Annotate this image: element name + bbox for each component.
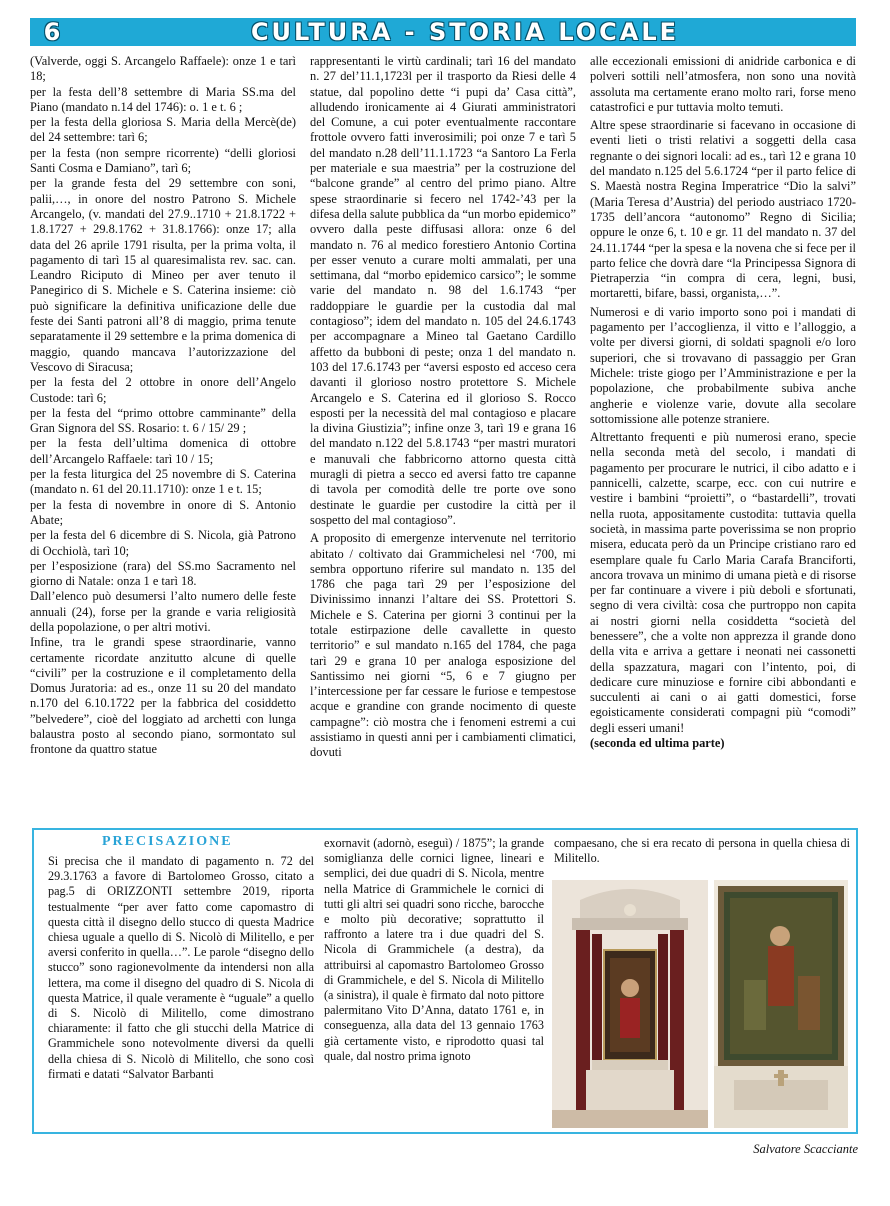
painting-illustration	[714, 880, 848, 1128]
page-number: 6	[30, 18, 74, 46]
precisazione-box	[32, 828, 858, 1134]
paragraph: per la festa della gloriosa S. Maria della Mercè(de) del 24 settembre: tarì 6;	[30, 115, 296, 145]
photo-altar-grammichele	[552, 880, 708, 1128]
paragraph: Numerosi e di vario importo sono poi i mandati di pagamento per l’accoglienza, il vitto e l’alloggio, a volte per diversi giorni, di soldati spagnoli e/o loro superiori, che si trovavano di passaggio per Gran Michele: triste giogo per l’Amministrazione e per la popolazione, che probabilmente subiva anche angherie e violenze varie, dovute alla secolare sottomissione alle potenze straniere.	[590, 304, 856, 426]
paragraph: Altre spese straordinarie si facevano in occasione di eventi lieti o tristi relativi a soggetti della casa regnante o dei signori locali: ad es., tarì 12 e grana 10 del mandato n.125 del 5.6.1724 “per il parto felice di S. Maestà nostra Regina Imperatrice “Dio la salvi” (Maria Teresa d’Austria) del periodo austriaco 1720-1735 dell’ancora “autonomo” Regno di Sicilia; oppure le onze 6, t. 10 e gr. 11 del mandato n. 37 del 24.11.1744 “per la spesa e la novena che si fece per il parto felice che dovrà dare “la Principessa Signora di Pietraperzia “in compra di cera, legni, busi, mortaretti, bifare, bassi, organista,…”.	[590, 118, 856, 301]
author-signature: Salvatore Scacciante	[753, 1142, 858, 1156]
paragraph: per la festa di novembre in onore di S. Antonio Abate;	[30, 497, 296, 527]
column-3	[590, 54, 856, 824]
paragraph: Dall’elenco può desumersi l’alto numero delle feste annuali (24), forse per la grande e varia religiosità della popolazione, o per altri motivi.	[30, 589, 296, 634]
section-title: CULTURA - STORIA LOCALE	[250, 18, 680, 46]
paragraph: per la festa del 2 ottobre in onore dell’Angelo Custode: tarì 6;	[30, 375, 296, 405]
paragraph: (Valverde, oggi S. Arcangelo Raffaele): onze 1 e tarì 18;	[30, 54, 296, 84]
paragraph: per l’esposizione (rara) del SS.mo Sacramento nel giorno di Natale: onza 1 e tarì 18.	[30, 558, 296, 589]
photo-painting-militello	[714, 880, 848, 1128]
paragraph: rappresentanti le virtù cardinali; tarì 16 del mandato n. 27 del’11.1,1723l per il trasporto da Riesi delle 4 statue, dal popolino dette “i pupi da’ Casa città”, alludendo ironicamente ai 4 Giurati amministratori del Comune, a cui poter eventualmente raccontare frottole ovvero fatti inverosimili; poi onze 7 e tarì 5 del mandato n.28 dell’11.1.1723 “a Santoro La Ferla per materiale e sua maestria” per la costruzione del “balcone grande” al centro del primo piano. Altre spese straordinarie si fecero nel 1742-’43 per la difesa della salute pubblica da “un morbo epidemico” ovvero dalla peste diffusasi allora: onze 6 del mandato n. 76 al medico forestiero Antonio Cortina per esser venuto a curare molti ammalati, per una settimana, dal “morbo epidemico carsico”; le somme varie del mandato n. 98 del 1.6.1743 “per raddoppiare le guardie per la custodia dal mal contagioso”; idem del mandato n. 105 del 24.6.1743 per accompagnare a Mineo tal Gaetano Cardillo affetto da bubboni di peste; onza 1 del mandato n. 103 del 17.6.1743 per “aversi esposto ed acceso cera davanti il glorioso nostro protettore S. Michele Arcangelo e S. Caterina ed il glorioso S. Rocco esposti per la necessità del mal contagioso e placare la divina Giustizia”; infine onze 3, tarì 19 e grana 16 del mandato n.122 del 5.8.1743 “per mastri muratori e manuvali che fabbricorno attorno questa città muragli di pietra a secco ed aversi fatto tre capanne di tavola per comodità delle tre porte ove sono destinate le guardie per custodire la città per il sospetto del mal contagioso”.	[310, 54, 576, 527]
closing-note: (seconda ed ultima parte)	[590, 736, 725, 751]
paragraph: per la festa liturgica del 25 novembre di S. Caterina (mandato n. 61 del 20.11.1710): onze 1 e t. 15;	[30, 467, 296, 497]
paragraph: per la festa dell’8 settembre di Maria SS.ma del Piano (mandato n.14 del 1746): o. 1 e t. 6 ;	[30, 84, 296, 114]
precisazione-column-2: exornavit (adornò, eseguì) / 1875”; la grande somiglianza delle cornici lignee, lineari e semplici, dei due quadri di S. Nicola, mentre nella Matrice di Grammichele le cornici di tutti gli altri sei quadri sono ricche, barocche e molto più decorative; soprattutto il raffronto a latere tra i due quadri del S. Nicola di Grammichele (a destra), da attribuirsi al capomastro Bartolomeo Grosso di Grammichele, e del S. Nicola di Militello (a sinistra), il quale è firmato dal noto pittore palermitano Vito D’Anna, datato 1761 e, in conseguenza, alla data del 13 gennaio 1763 già certamente visto, e riprodotto quasi tal quale, dal nostro prima ignoto	[324, 836, 544, 1063]
paragraph: per la festa dell’ultima domenica di ottobre dell’Arcangelo Raffaele: tarì 10 / 15;	[30, 436, 296, 466]
altar-illustration	[552, 880, 708, 1128]
paragraph: A proposito di emergenze intervenute nel territorio abitato / coltivato dai Grammichelesi nel ‘700, mi sembra opportuno riferire sul mandato n. 135 del 1786 che paga tarì 29 per l’esposizione del Divinissimo innanzi l’altare dei SS. Protettori S. Michele e S. Caterina per giorni 3 continui per la totale estirpazione delle cavallette in questo territorio” e sul mandato n.165 del 1784, che paga tarì 29 e grana 10 per analoga esposizione del Santissimo nei giorni “5, 6 e 7 giugno per l’intercessione per far cessare le furiose e tempestose acque e grandine con grande nocimento di queste campagne”: ciò mostra che i fenomeni estremi a cui assistiamo in questi anni per i cambiamenti climatici, dovuti	[310, 531, 576, 760]
page-header	[30, 18, 856, 46]
precisazione-title: PRECISAZIONE	[102, 834, 233, 849]
column-2	[310, 54, 576, 824]
paragraph: Altrettanto frequenti e più numerosi erano, specie nella seconda metà del secolo, i mandati di pagamento per procurare le nutrici, il cibo adatto e i pannicelli, calzette, scarpe, ecc. con cui nutrire e vestire i bambini “proietti”, o “bastardelli”, trovati nella ruota, appositamente custodita: tuttavia quella società, in massima parte poverissima se non proprio misera, educata però da un Principe cristiano raro ed esemplare quale fu Carlo Maria Carafa Branciforti, ancora trovava un minimo di umana pietà e di risorse per far continuare a vivere i più deboli e sfortunati, segno di vera civiltà: cosa che purtroppo non capita ai nostri giorni nella cosiddetta “società del benessere”, che a volte non apprezza il grande dono della vita e arriva a gettare i neonati nei cassonetti della spazzatura, magari con l’intento, poi, di dedicare cure minuziose e fornire cibi abbondanti e succulenti ai cani o ai gatti domestici, forse egoisticamente considerati compagni più “comodi” degli esseri umani!	[590, 430, 856, 735]
paragraph: per la festa del “primo ottobre camminante” della Gran Signora del SS. Rosario: t. 6 / 15/ 29 ;	[30, 405, 296, 436]
paragraph: per la grande festa del 29 settembre con soni, palii,…, in onore del nostro Patrono S. Michele Arcangelo, (v. mandati del 27.9..1710 + 21.8.1722 + 1.8.1727 + 29.8.1762 + 31.8.1766): onze 17; alla data del 26 aprile 1791 risulta, per la prima volta, il pagamento di tarì 15 al quaresimalista rev. sac. can. Leandro Riciputo di Mineo per aver tenuto il Panegirico di S. Michele e S. Caterina insieme: ciò può significare la definitiva unificazione delle due feste dei Santi patroni all’8 di maggio, prima tenute separatamente il 29 settembre e la prima domenica di maggio, quando mancava l’autorizzazione del Vescovo di Siracusa;	[30, 176, 296, 374]
column-1	[30, 54, 296, 824]
paragraph: per la festa (non sempre ricorrente) “delli gloriosi Santi Cosma e Damiano”, tarì 6;	[30, 145, 296, 176]
photo-comparison	[552, 880, 848, 1128]
paragraph: alle eccezionali emissioni di anidride carbonica e di polveri sottili nell’atmosfera, non sono una novità assoluta ma certamente erano molto rari, forse meno catastrofici e pur tuttavia molto temuti.	[590, 54, 856, 114]
article-columns	[30, 54, 856, 824]
paragraph: per la festa del 6 dicembre di S. Nicola, già Patrono di Occhiolà, tarì 10;	[30, 528, 296, 558]
paragraph: Infine, tra le grandi spese straordinarie, vanno certamente ricordate anzitutto alcune di quelle “civili” per la costruzione e il completamento della Domus Juratoria: ad es., onze 11 su 20 del mandato n.170 del 6.10.1722 per la fabbrica del cosiddetto ”belvedere”, cioè del loggiato ad archetti con lunga balaustra posto al secondo piano, sormontato sul frontone da quattro statue	[30, 635, 296, 757]
precisazione-column-3: compaesano, che si era recato di persona in quella chiesa di Militello.	[554, 836, 850, 866]
precisazione-column-1: Si precisa che il mandato di pagamento n. 72 del 29.3.1763 a favore di Bartolomeo Grosso, citato a pag.5 di ORIZZONTI settembre 2019, riporta testualmente “per aver fatto come capomastro di questa città il disegno dello stucco di questa Madrice chiesa uguale a quello di S. Nicolò di Militello, e per aversi conferito in quella…”. Le parole “disegno dello stucco” sono ragionevolmente da intendersi non alla lettera, ma come il disegno del quadro di S. Nicola di questa Matrice, il quale veramente è “uguale” a quello di S. Nicolò di Militello, come dimostrano chiaramente: il fatto che gli stucchi della Matrice di Grammichele sono notevolmente diversi da quelli della chiesa di S. Nicolò di Militello, che sono così firmati e datati “Salvator Barbanti	[48, 854, 314, 1081]
